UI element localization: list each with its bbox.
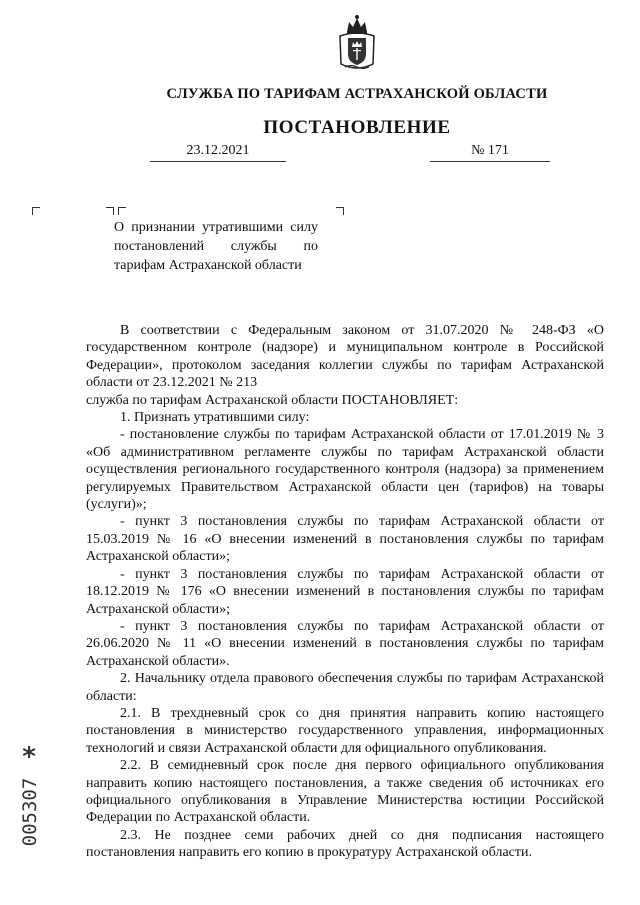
body-paragraph: 2.2. В семидневный срок после дня первого официального опубликования направить копию настоящего постановления, а также сведения об источниках его официального опубликования в Управление Министерства юстиции Российской Федерации по Астраханской области. — [86, 758, 604, 826]
body-paragraph: 2. Начальнику отдела правового обеспечения службы по тарифам Астраханской области: — [86, 671, 604, 704]
stamp-number: 005307 — [19, 777, 41, 847]
document-body — [86, 322, 604, 862]
body-paragraph: - пункт 3 постановления службы по тарифам Астраханской области от 18.12.2019 № 176 «О внесении изменений в постановления службы по тарифам Астраханской области»; — [86, 566, 604, 617]
corner-mark — [118, 207, 126, 215]
number-underline — [430, 161, 550, 162]
agency-name: СЛУЖБА ПО ТАРИФАМ АСТРАХАНСКОЙ ОБЛАСТИ — [166, 86, 548, 102]
body-paragraph: В соответствии с Федеральным законом от 31.07.2020 № 248-ФЗ «О государственном контроле (надзоре) и муниципальном контроле в Российской Федерации», протоколом заседания коллегии службы по тарифам Астраханской области от 23.12.2021 № 213 — [86, 323, 604, 391]
body-paragraph: - пункт 3 постановления службы по тарифам Астраханской области от 15.03.2019 № 16 «О внесении изменений в постановления службы по тарифам Астраханской области»; — [86, 514, 604, 565]
body-paragraph: 1. Признать утратившими силу: — [120, 410, 310, 426]
corner-mark — [32, 207, 40, 215]
date-underline — [150, 161, 286, 162]
body-paragraph: служба по тарифам Астраханской области ПОСТАНОВЛЯЕТ: — [86, 392, 459, 408]
document-number: № 171 — [471, 143, 509, 158]
document-subject: О признании утратившими силу постановлений службы по тарифам Астраханской области — [114, 220, 318, 273]
body-paragraph: 2.1. В трехдневный срок со дня принятия направить копию настоящего постановления в министерство государственного управления, информационных технологий и связи Астраханской области для официального опубликования. — [86, 705, 604, 756]
body-paragraph: - пункт 3 постановления службы по тарифам Астраханской области от 26.06.2020 № 11 «О внесении изменений в постановления службы по тарифам Астраханской области». — [86, 618, 604, 669]
document-date: 23.12.2021 — [186, 143, 250, 158]
stamp-star: * — [22, 742, 36, 772]
document-type: ПОСТАНОВЛЕНИЕ — [263, 117, 451, 138]
body-paragraph: - постановление службы по тарифам Астраханской области от 17.01.2019 № 3 «Об административном регламенте службы по тарифам Астраханской области осуществления регионального государственного контроля (надзора) за применением регулируемых Правительством Астраханской области цен (тарифов) на товары (услуги)»; — [86, 427, 604, 513]
corner-mark — [106, 207, 114, 215]
corner-mark — [336, 207, 344, 215]
coat-of-arms-icon — [337, 12, 377, 72]
body-paragraph: 2.3. Не позднее семи рабочих дней со дня подписания настоящего постановления направить его копию в прокуратуру Астраханской области. — [86, 827, 604, 861]
